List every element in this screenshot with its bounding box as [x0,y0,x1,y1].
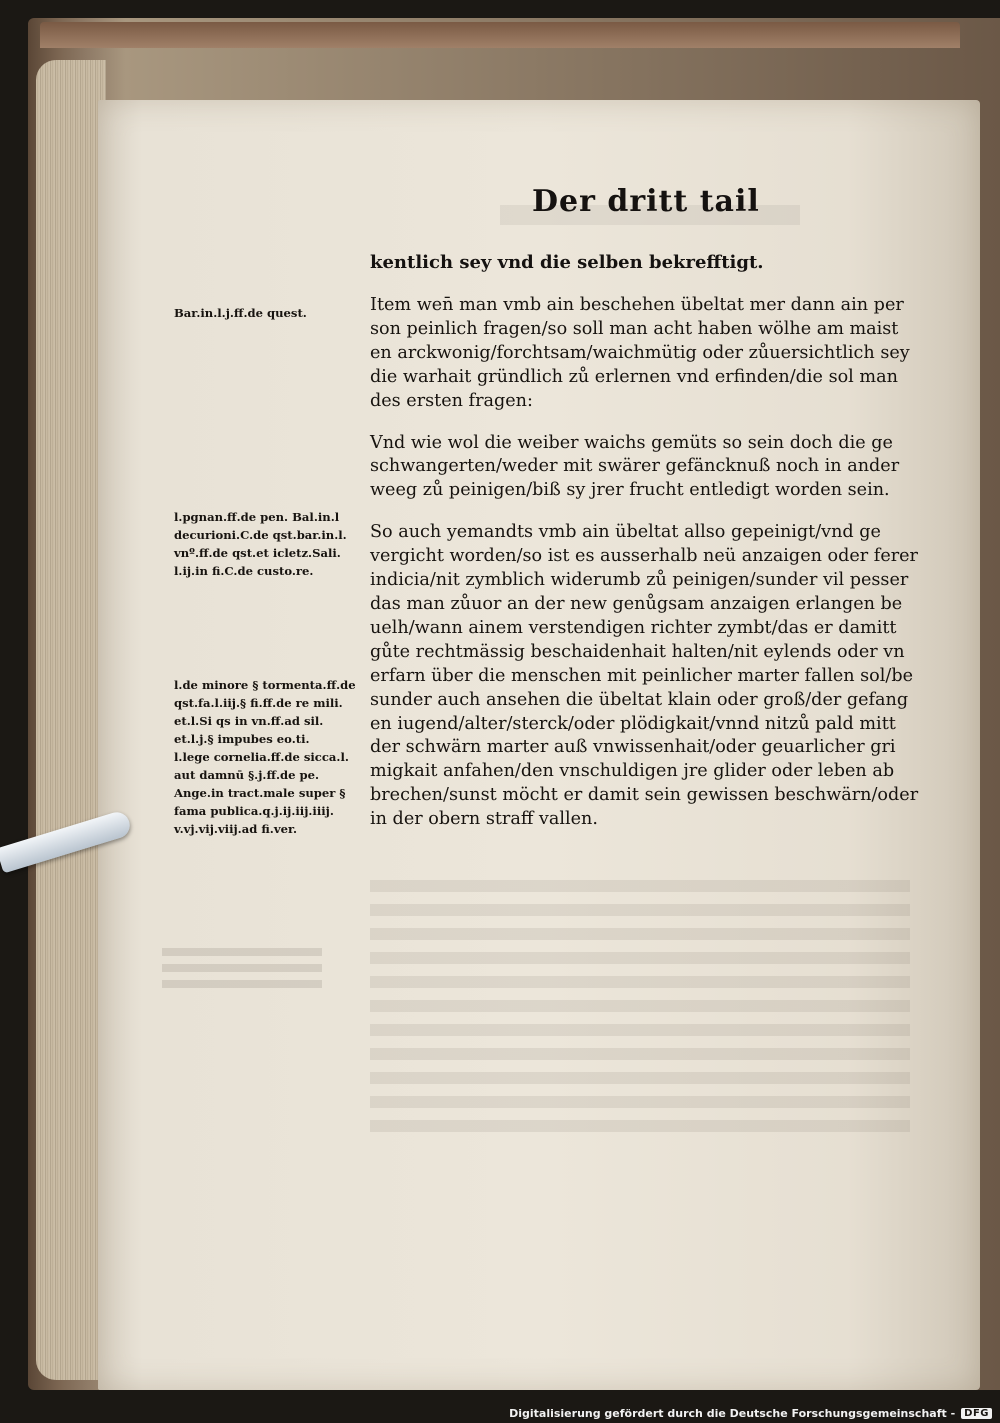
text-line: indicia/nit zymblich widerumb zů peinigen/sunder vil pesser [370,570,909,591]
margin-note-line: Ange.in tract.male super § [174,786,346,800]
text-line: vergicht worden/so ist es ausserhalb neü anzaigen oder ferer [370,546,918,567]
text-line: brechen/sunst möcht er damit sein gewissen beschwärn/oder [370,785,919,806]
running-head: Der dritt tail [532,184,760,219]
text-line: des ersten fragen: [370,390,533,411]
text-line: in der obern straff vallen. [370,809,598,830]
book-top-edge [40,22,960,48]
text-line: Vnd wie wol die weiber waichs gemüts so sein doch die ge [370,432,893,453]
margin-note-line: l.lege cornelia.ff.de sicca.l. [174,750,349,764]
paragraph-1 [370,294,910,414]
text-line: en arckwonig/forchtsam/waichmütig oder zůuersichtlich sey [370,342,910,363]
text-line: sunder auch ansehen die übeltat klain oder groß/der gefang [370,689,909,710]
margin-note-line: vnº.ff.de qst.et icletz.Sali. [174,546,341,560]
text-line: erfarn über die menschen mit peinlicher marter fallen sol/be [370,665,914,686]
text-line: Item wen̄ man vmb ain beschehen übeltat mer dann ain per [370,295,904,315]
dfg-logo: DFG [961,1408,992,1419]
text-line: das man zůuor an der new genůgsam anzaigen erlangen be [370,593,903,614]
margin-note-line: decurioni.C.de qst.bar.in.l. [174,528,347,542]
text-line: son peinlich fragen/so soll man acht haben wölhe am maist [370,318,899,339]
margin-note-1 [174,304,354,322]
main-text-body [370,294,919,850]
text-line: gůte rechtmässig beschaidenhait halten/nit eylends oder vn [370,641,905,662]
margin-note-line: v.vj.vij.viij.ad fi.ver. [174,822,298,836]
margin-note-line: et.l.j.§ impubes eo.ti. [174,732,310,746]
margin-note-line: Bar.in.l.j.ff.de quest. [174,306,307,320]
text-line: die warhait gründlich zů erlernen vnd erfinden/die sol man [370,366,898,387]
text-line: migkait anfahen/den vnschuldigen jre glider oder leben ab [370,761,895,782]
text-line: So auch yemandts vmb ain übeltat allso gepeinigt/vnd ge [370,522,881,543]
margin-note-3 [174,676,354,838]
margin-note-2 [174,508,354,580]
margin-note-line: qst.fa.l.iij.§ fi.ff.de re mili. [174,696,343,710]
margin-note-line: l.de minore § tormenta.ff.de [174,678,356,692]
paragraph-3 [370,521,919,832]
text-line: der schwärn marter auß vnwissenhait/oder geuarlicher gri [370,737,896,758]
text-line: en iugend/alter/sterck/oder plödigkait/vnnd nitzů pald mitt [370,713,896,734]
text-line: weeg zů peinigen/biß sy jrer frucht entledigt worden sein. [370,480,890,501]
footer-credit [509,1407,992,1420]
bleed-through-texture [370,880,910,1140]
text-line: schwangerten/weder mit swärer gefäncknuß noch in ander [370,456,900,477]
margin-note-line: et.l.Si qs in vn.ff.ad sil. [174,714,324,728]
margin-note-line: l.pgnan.ff.de pen. Bal.in.l [174,510,340,524]
catch-line: kentlich sey vnd die selben bekrefftigt. [370,252,764,273]
margin-note-line: fama publica.q.j.ij.iij.iiij. [174,804,334,818]
page-edges [36,60,106,1380]
footer-text: Digitalisierung gefördert durch die Deutsche Forschungsgemeinschaft - [509,1407,956,1420]
text-line: uelh/wann ainem verstendigen richter zymbt/das er damitt [370,617,897,638]
paragraph-2 [370,432,900,504]
margin-note-line: l.ij.in fi.C.de custo.re. [174,564,314,578]
bleed-through-notes-texture [162,948,322,996]
margin-note-line: aut damnū §.j.ff.de pe. [174,768,320,782]
